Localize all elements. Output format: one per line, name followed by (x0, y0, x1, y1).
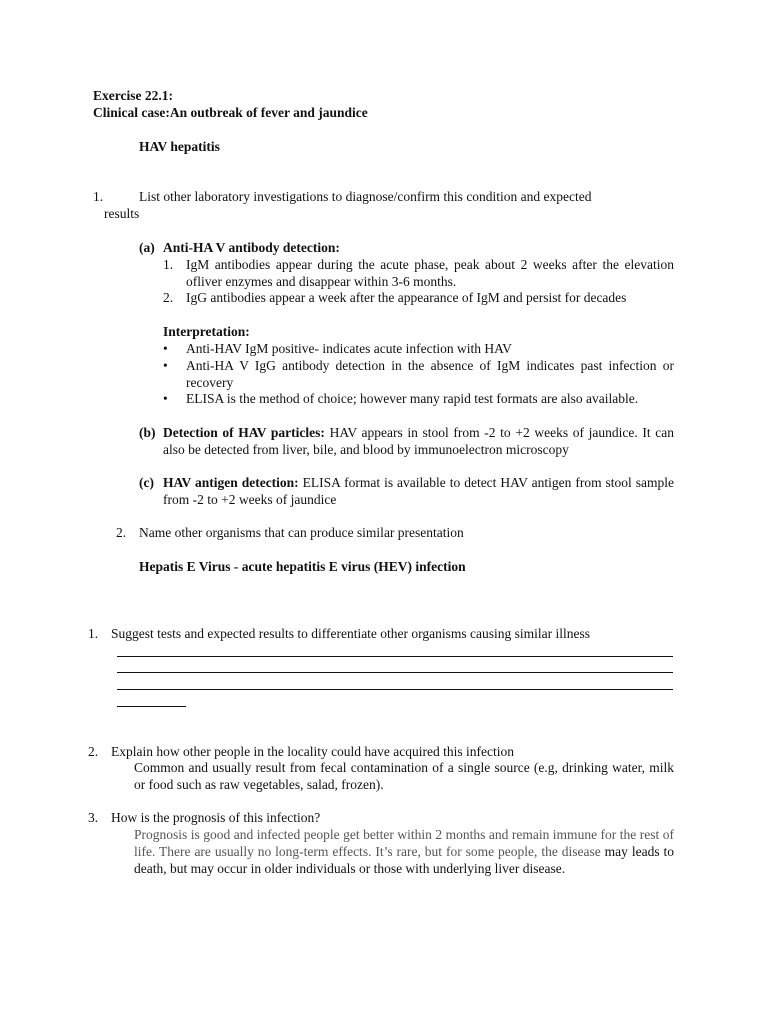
list-item: IgG antibodies appear a week after the appearance of IgM and persist for decades (186, 290, 627, 305)
q1-number: 1. (93, 189, 104, 204)
section-a-label: (a) (139, 240, 155, 255)
p3-answer (134, 827, 674, 877)
bullet-icon: • (163, 391, 168, 406)
p2-number: 2. (88, 744, 99, 759)
section-c-label: (c) (139, 475, 154, 490)
exercise-number: Exercise 22.1: (93, 88, 173, 103)
section-c-body (163, 475, 674, 509)
bullet-icon: • (163, 341, 168, 356)
p3-number: 3. (88, 810, 99, 825)
bullet-icon: • (163, 358, 168, 373)
list-item-number: 2. (163, 290, 174, 305)
section-b-label: (b) (139, 425, 156, 440)
list-item-number: 1. (163, 257, 174, 272)
answer-line (117, 656, 673, 657)
interpretation-heading: Interpretation: (163, 324, 250, 339)
p3-text: How is the prognosis of this infection? (111, 810, 321, 825)
answer-line (117, 672, 673, 673)
q1-text-cont: results (104, 206, 140, 221)
q2-answer: Hepatis E Virus - acute hepatitis E virus (HEV) infection (139, 559, 466, 574)
section-c-title: HAV antigen detection: (163, 475, 299, 490)
p2-text: Explain how other people in the locality could have acquired this infection (111, 744, 515, 759)
bullet-item: Anti-HAV IgM positive- indicates acute infection with HAV (186, 341, 512, 356)
p3-answer-grey: Prognosis is good and infected people get better within 2 months and remain immune for the rest of life. There are usually no long-term effects. It’s rare, but for some people, the disease (134, 827, 674, 859)
answer-line (117, 689, 673, 690)
answer-line (117, 706, 186, 707)
section-c-text: ELISA format is available to detect HAV antigen from stool sample from -2 to +2 weeks of jaundice (163, 475, 674, 507)
q1-text: List other laboratory investigations to diagnose/confirm this condition and expected (139, 189, 592, 204)
p3-answer-dark: may leads to death, but may occur in older individuals or those with underlying liver disease. (134, 843, 674, 876)
section-b-body (163, 425, 674, 459)
case-title: Clinical case:An outbreak of fever and jaundice (93, 105, 368, 120)
q2-number: 2. (116, 525, 127, 540)
q2-text: Name other organisms that can produce similar presentation (139, 525, 464, 540)
section-a-title: Anti-HA V antibody detection: (163, 240, 340, 255)
list-item: IgM antibodies appear during the acute phase, peak about 2 weeks after the elevation ofliver enzymes and disappear within 3-6 months. (186, 257, 674, 289)
condition-heading: HAV hepatitis (139, 139, 220, 154)
bullet-item: ELISA is the method of choice; however many rapid test formats are also available. (186, 391, 639, 406)
section-b-title: Detection of HAV particles: (163, 425, 325, 440)
section-b-text: HAV appears in stool from -2 to +2 weeks of jaundice. It can also be detected from liver, bile, and blood by immunoelectron microscopy (163, 425, 675, 457)
p2-answer: Common and usually result from fecal contamination of a single source (e.g, drinking water, milk or food such as raw vegetables, salad, frozen). (134, 760, 674, 792)
p1-number: 1. (88, 626, 99, 641)
bullet-item: Anti-HA V IgG antibody detection in the absence of IgM indicates past infection or recovery (186, 358, 674, 390)
p1-text: Suggest tests and expected results to differentiate other organisms causing similar illness (111, 626, 591, 641)
